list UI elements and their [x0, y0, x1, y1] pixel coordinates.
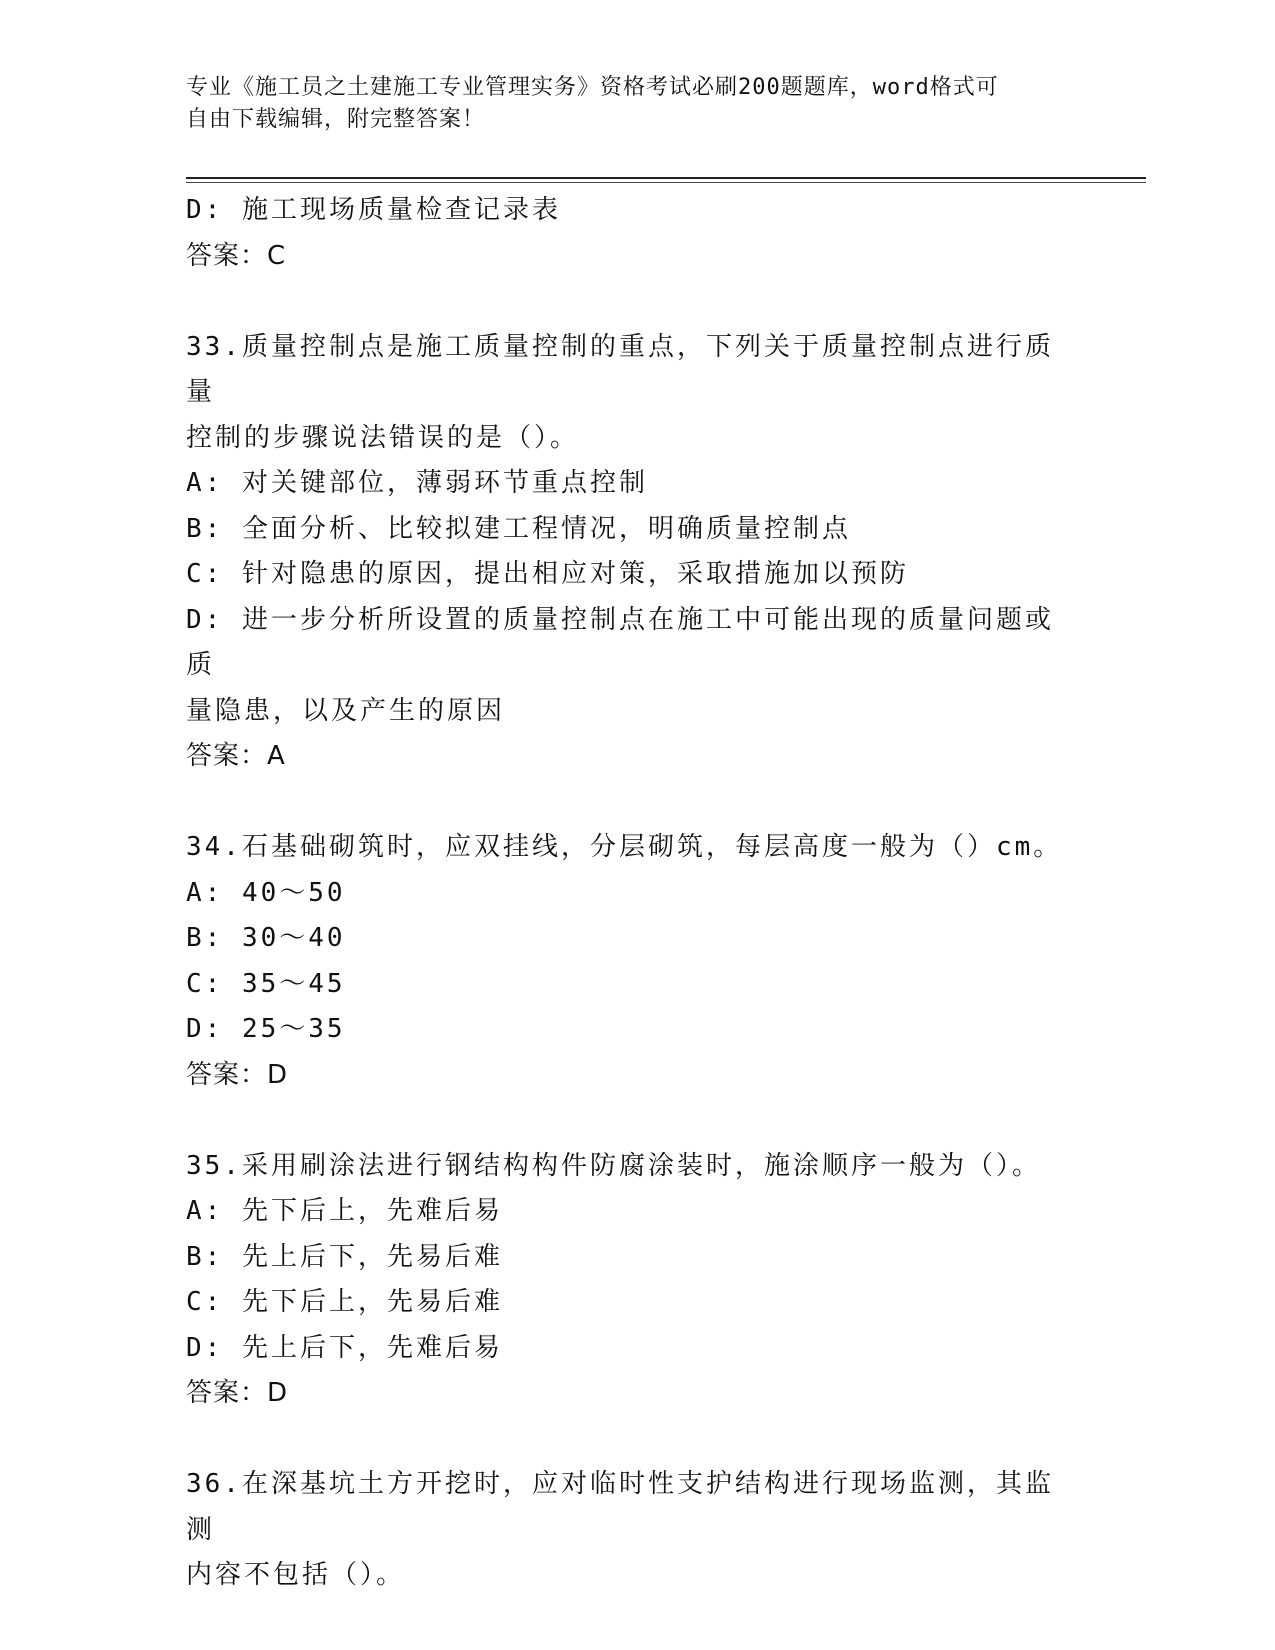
answer-line: 答案：A	[186, 741, 286, 771]
question-33	[186, 325, 1066, 780]
option-d-line-2: 量隐患，以及产生的原因	[186, 695, 506, 726]
spacer	[186, 780, 1066, 826]
spacer	[186, 279, 1066, 325]
page-header	[186, 72, 1066, 136]
question-stem-line-2: 控制的步骤说法错误的是（）。	[186, 422, 580, 453]
option-d: D: 25～35	[186, 1014, 346, 1044]
answer-line: 答案：D	[186, 1059, 289, 1090]
header-divider-thin	[186, 182, 1146, 183]
header-title-line-2: 自由下载编辑，附完整答案！	[186, 107, 486, 132]
header-title-line-1: 专业《施工员之土建施工专业管理实务》资格考试必刷200题题库，word格式可	[186, 75, 999, 100]
option-b: B: 30～40	[186, 923, 346, 953]
option-a: A: 40～50	[186, 877, 346, 908]
option-a: A: 先下后上，先难后易	[186, 1196, 503, 1226]
previous-question-tail	[186, 188, 1066, 279]
answer-line: 答案：D	[186, 1378, 289, 1408]
option-d: D: 施工现场质量检查记录表	[186, 195, 561, 225]
question-34	[186, 825, 1066, 1098]
spacer	[186, 1417, 1066, 1463]
option-b: B: 先上后下，先易后难	[186, 1241, 503, 1272]
question-35	[186, 1144, 1066, 1417]
answer-line: 答案：C	[186, 240, 287, 271]
option-b: B: 全面分析、比较拟建工程情况，明确质量控制点	[186, 513, 851, 544]
option-d-line-1: D: 进一步分析所设置的质量控制点在施工中可能出现的质量问题或质	[186, 604, 1054, 680]
header-divider-thick	[186, 177, 1146, 179]
question-stem-line-1: 36.在深基坑土方开挖时，应对临时性支护结构进行现场监测，其监测	[186, 1469, 1054, 1545]
question-content	[186, 188, 1066, 1599]
option-a: A: 对关键部位，薄弱环节重点控制	[186, 468, 648, 498]
option-c: C: 35～45	[186, 968, 346, 999]
option-c: C: 先下后上，先易后难	[186, 1287, 503, 1317]
question-stem: 34.石基础砌筑时，应双挂线，分层砌筑，每层高度一般为（）cm。	[186, 832, 1063, 862]
question-stem: 35.采用刷涂法进行钢结构构件防腐涂装时，施涂顺序一般为（）。	[186, 1150, 1041, 1181]
question-36	[186, 1462, 1066, 1599]
question-stem-line-2: 内容不包括（）。	[186, 1560, 406, 1590]
option-d: D: 先上后下，先难后易	[186, 1332, 503, 1363]
question-stem-line-1: 33.质量控制点是施工质量控制的重点，下列关于质量控制点进行质量	[186, 331, 1054, 407]
option-c: C: 针对隐患的原因，提出相应对策，采取措施加以预防	[186, 559, 909, 589]
spacer	[186, 1098, 1066, 1144]
